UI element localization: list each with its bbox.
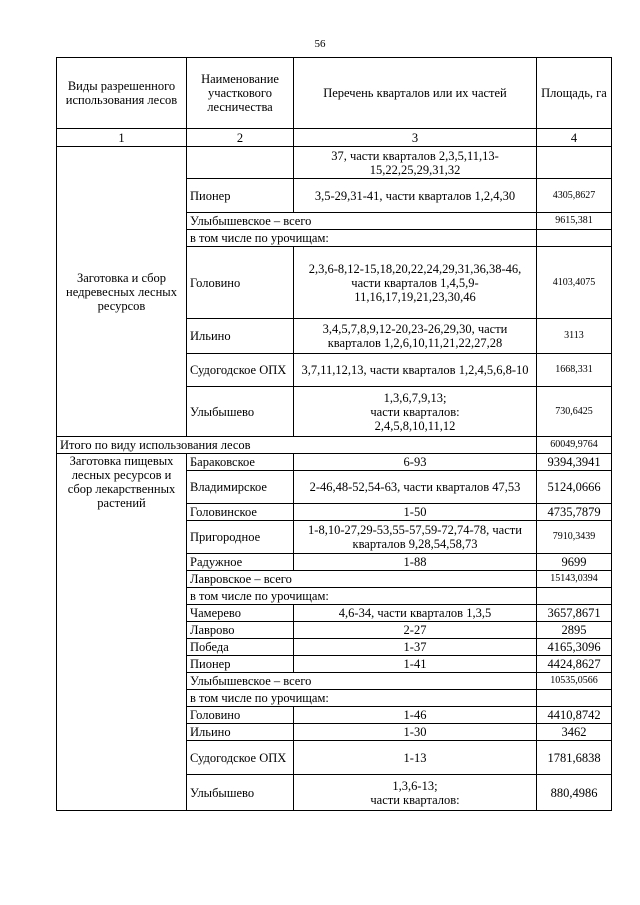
subgroup-label: в том числе по урочищам: (187, 588, 537, 605)
quarters-cell: 1-46 (294, 707, 537, 724)
forestry-name: Чамерево (187, 605, 294, 622)
quarters-line: 1,3,6,7,9,13; (383, 390, 447, 405)
area-cell: 4103,4075 (537, 247, 612, 319)
quarters-cell (294, 387, 537, 437)
forestry-name: Ильино (187, 724, 294, 741)
quarters-cell: 1-37 (294, 639, 537, 656)
forestry-name: Лаврово (187, 622, 294, 639)
quarters-cell: 1-50 (294, 504, 537, 521)
area-cell: 9699 (537, 554, 612, 571)
total-label: Итого по виду использования лесов (57, 437, 537, 454)
quarters-cell (294, 775, 537, 811)
column-number: 2 (187, 129, 294, 147)
quarters-cell: 4,6-34, части кварталов 1,3,5 (294, 605, 537, 622)
forestry-name: Головинское (187, 504, 294, 521)
header-forestry: Наименование участкового лесничества (187, 58, 294, 129)
forestry-name: Пионер (187, 179, 294, 213)
area-cell: 5124,0666 (537, 471, 612, 504)
forest-use-table (56, 57, 612, 811)
forestry-name: Лавровское – всего (187, 571, 537, 588)
quarters-cell: 1-13 (294, 741, 537, 775)
quarters-cell: 1-41 (294, 656, 537, 673)
area-cell: 4305,8627 (537, 179, 612, 213)
header-quarters: Перечень кварталов или их частей (294, 58, 537, 129)
column-number-row (57, 129, 612, 147)
quarters-cell: 2-27 (294, 622, 537, 639)
page-number: 56 (314, 38, 326, 50)
area-cell: 4410,8742 (537, 707, 612, 724)
area-cell (537, 690, 612, 707)
use-type-cell: Заготовка пищевых лесных ресурсов и сбор лекарственных растений (57, 454, 187, 811)
header-area: Площадь, га (537, 58, 612, 129)
forestry-name: Судогодское ОПХ (187, 741, 294, 775)
forestry-name: Пригородное (187, 521, 294, 554)
subgroup-label: в том числе по урочищам: (187, 690, 537, 707)
forestry-name (187, 147, 294, 179)
quarters-cell: 3,4,5,7,8,9,12-20,23-26,29,30, части кварталов 1,2,6,10,11,21,22,27,28 (294, 319, 537, 354)
area-cell: 9615,381 (537, 213, 612, 230)
forestry-name: Улыбышевское – всего (187, 213, 537, 230)
quarters-cell: 2,3,6-8,12-15,18,20,22,24,29,31,36,38-46, части кварталов 1,4,5,9-11,16,17,19,21,23,30,46 (294, 247, 537, 319)
area-cell (537, 230, 612, 247)
quarters-line: части кварталов: (370, 404, 460, 419)
area-cell: 15143,0394 (537, 571, 612, 588)
area-cell: 4735,7879 (537, 504, 612, 521)
forestry-name: Головино (187, 707, 294, 724)
quarters-cell: 2-46,48-52,54-63, части кварталов 47,53 (294, 471, 537, 504)
area-cell: 4165,3096 (537, 639, 612, 656)
area-cell: 1668,331 (537, 354, 612, 387)
forestry-name: Пионер (187, 656, 294, 673)
quarters-cell: 1-30 (294, 724, 537, 741)
area-cell (537, 147, 612, 179)
total-row (57, 437, 612, 454)
area-cell: 730,6425 (537, 387, 612, 437)
subgroup-label: в том числе по урочищам: (187, 230, 537, 247)
column-number: 3 (294, 129, 537, 147)
use-type-cell: Заготовка и сбор недревесных лесных ресурсов (57, 147, 187, 437)
area-cell: 9394,3941 (537, 454, 612, 471)
forestry-name: Победа (187, 639, 294, 656)
quarters-line: 1,3,6-13; (392, 778, 438, 793)
quarters-cell: 3,5-29,31-41, части кварталов 1,2,4,30 (294, 179, 537, 213)
area-cell: 880,4986 (537, 775, 612, 811)
area-cell: 2895 (537, 622, 612, 639)
table-row (57, 147, 612, 179)
area-cell: 7910,3439 (537, 521, 612, 554)
area-cell (537, 588, 612, 605)
header-row (57, 58, 612, 129)
area-cell: 3657,8671 (537, 605, 612, 622)
quarters-line: части кварталов: (370, 792, 460, 807)
forestry-name: Улыбышевское – всего (187, 673, 537, 690)
area-cell: 1781,6838 (537, 741, 612, 775)
area-cell: 3462 (537, 724, 612, 741)
forestry-name: Владимирское (187, 471, 294, 504)
forestry-name: Головино (187, 247, 294, 319)
quarters-cell: 3,7,11,12,13, части кварталов 1,2,4,5,6,8-10 (294, 354, 537, 387)
forestry-name: Улыбышево (187, 775, 294, 811)
total-area: 60049,9764 (537, 437, 612, 454)
forestry-name: Судогодское ОПХ (187, 354, 294, 387)
area-cell: 10535,0566 (537, 673, 612, 690)
column-number: 1 (57, 129, 187, 147)
quarters-cell: 1-8,10-27,29-53,55-57,59-72,74-78, части кварталов 9,28,54,58,73 (294, 521, 537, 554)
area-cell: 4424,8627 (537, 656, 612, 673)
quarters-line: 2,4,5,8,10,11,12 (374, 418, 456, 433)
column-number: 4 (537, 129, 612, 147)
forestry-name: Ильино (187, 319, 294, 354)
quarters-cell: 37, части кварталов 2,3,5,11,13-15,22,25,29,31,32 (294, 147, 537, 179)
forestry-name: Улыбышево (187, 387, 294, 437)
header-use-type: Виды разрешенного использования лесов (57, 58, 187, 129)
quarters-cell: 6-93 (294, 454, 537, 471)
quarters-cell: 1-88 (294, 554, 537, 571)
table-row (57, 454, 612, 471)
forestry-name: Радужное (187, 554, 294, 571)
forestry-name: Бараковское (187, 454, 294, 471)
area-cell: 3113 (537, 319, 612, 354)
